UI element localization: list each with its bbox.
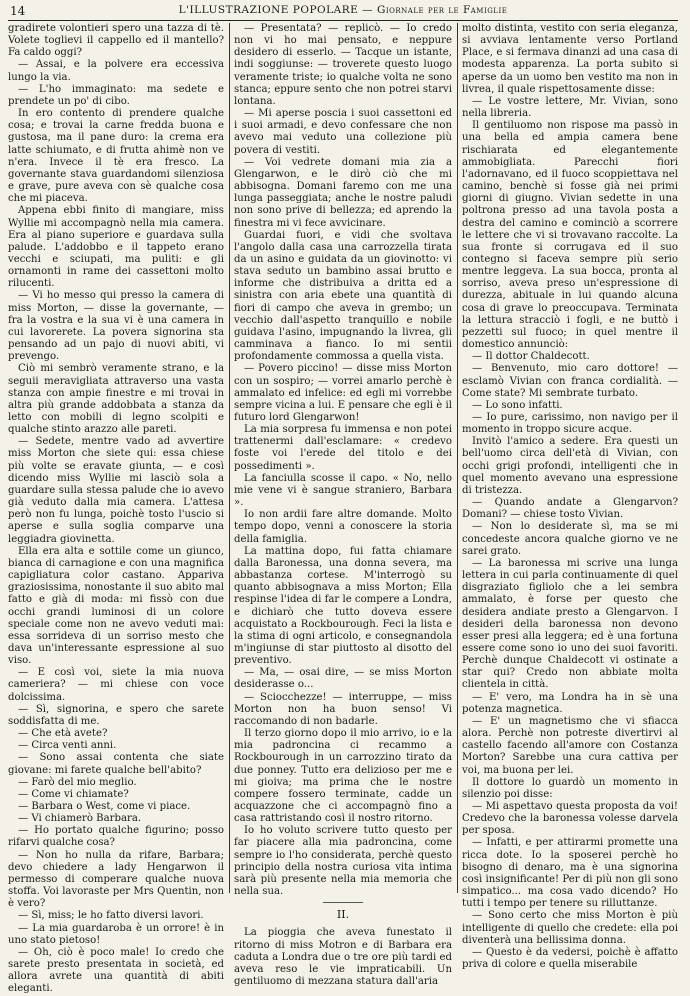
paragraph: — Farò del mio meglio. [18,776,137,788]
paragraph: — Non lo desiderate sì, ma se mi concedeste ancora qualche giorno ve ne sarei grato. [462,521,678,557]
paragraph: — Voi vedrete domani mia zia a Glengarwon, e le dirò ciò che mi abbisogna. Domani faremo con me una lunga passeggiata; anche le nostre paludi non sono prive di bellezza; ed aprendo la finestra mi vi fece avvicinare. [234,156,452,229]
paragraph: Il terzo giorno dopo il mio arrivo, io e la mia padroncina ci recammo a Rockbourough in un carrozzino tirato da due ponney. Tutto era delizioso per me e mi gioiva; ma prima che le nostre compere fossero terminate, cadde un acquazzone che ci accompagnò fino a casa rattristando così il nostro ritorno. [234,728,452,825]
paragraph: — Io pure, carissimo, non navigo per il momento in troppo sicure acque. [462,412,678,436]
column-3 [462,23,678,971]
paragraph: — E' un magnetismo che vi sfiacca alora. Perchè non potreste divertirvi al castello facendo all'amore con Costanza Morton? Sarebbe una cura cattiva per voi, ma buona per lei. [462,715,678,776]
paragraph: — L'ho immaginato: ma sedete e prendete un po' di cibo. [8,83,224,107]
paragraph: Ella era alta e sottile come un giunco, bianca di carnagione e con una magnifica capigliatura color castano. Appariva graziosissima, nonostante il suo abito mal fatto e già di moda: mi fissò con due occhi grandi luminosi di un colore speciale come non ne avevo veduti mai: essa sorrideva di un sorriso mesto che dava un'interessante espressione al suo viso. [8,545,224,667]
section-heading: II. [336,908,350,922]
paragraph: La fanciulla scosse il capo. « No, nello mie vene vi è sangue straniero, Barbara ». [234,472,452,509]
paragraph: — Questo è da vedersi, poichè è affatto priva di colore e quella miserabile [462,946,678,971]
paragraph: — E così voi, siete la mia nuova cameriera? — mi chiese con voce dolcissima. [8,667,224,703]
journal-subtitle: Giornale per le Famiglie [376,4,508,16]
paragraph: gradirete volontieri spero una tazza di tè. Volete toglievi il cappello ed il mantello? Fa caldo oggi? [8,23,224,59]
paragraph: In ero contento di prendere qualche cosa; e trovai la carne fredda buona e gustosa, ma il pane duro: la crema era latte schiumato, e di frutta ahimè non ve n'era. Invece il tè era fresco. La governante stava guardandomi silenziosa e grave, pure aveva con sè qualche cosa che mi piaceva. [8,108,224,205]
column-2 [234,23,452,988]
paragraph: Il gentiluomo non rispose ma passò in una bella ed ampia camera bene rischiarata ed elegantemente ammobigliata. Parecchi fiori l'adornavano, ed il fuoco scoppiettava nel camino, benchè si fosse già nei primi giorni di giugno. Vivian sedette in una poltrona presso ad una tavola posta a destra del camino e cominciò a scorrere le lettere che vi si trovavano raccolte. La sua fronte si corrugava ed il suo contegno si faceva sempre più serio mentre leggeva. La sua bocca, pronta al sorriso, aveva preso un'espressione di durezza, abituale in lui quando alcuna cosa di grave lo preoccupava. Terminata la lettura stracciò i fogli, e ne buttò i pezzetti sul fuoco; in quel mentre il domestico annunciò: [462,120,678,351]
paragraph: — Circa venti anni. [18,740,117,752]
paragraph: — Assai, e la polvere era eccessiva lungo la via. [8,59,224,83]
paragraph: Invitò l'amico a sedere. Era questi un bell'uomo circa dell'età di Vivian, con occhi grigi profondi, intelligenti che in quel momento avevano una espressione di tristezza. [462,436,678,496]
page-number: 14 [10,4,26,18]
paragraph: — Ho portato qualche figurino; posso rifarvi qualche cosa? [8,825,224,849]
paragraph: — Sono assai contenta che siate giovane: mi farete qualche bell'abito? [8,752,224,776]
paragraph: — Quando andate a Glengarvon? Domani? — chiese tosto Vivian. [462,497,678,521]
paragraph: — Come vi chiamate? [18,788,129,800]
section-divider [323,902,363,903]
paragraph: Io ho voluto scrivere tutto questo per far piacere alla mia padroncina, come sempre io l'ho considerata, perchè questo principio della nostra curiosa vita intima sarà più presente nella mia memoria che nella sua. [234,825,452,898]
paragraph: Io non ardii fare altre domande. Molto tempo dopo, venni a conoscere la storia della famiglia. [234,509,452,545]
paragraph: — Il dottor Chaldecott. [472,351,590,363]
paragraph: — Sedete, mentre vado ad avvertire miss Morton che siete qui: essa chiese più volte se eravate giunta, — e così dicendo miss Wyllie mi lasciò sola a guardare sulla stessa palude che io avevo già veduto dalla mia camera. L'attesa però non fu lunga, poichè tosto l'uscio si aperse e sulla soglia comparve una leggiadra giovinetta. [8,436,224,545]
paragraph: — Sciocchezze! — interruppe, — miss Morton non ha buon senso! Vi raccomando di non badarle. [234,691,452,727]
paragraph: — Benvenuto, mio caro dottore! — esclamò Vivian con franca cordialità. — Come state? Mi sembrate turbato. [462,363,678,399]
paragraph: La mia sorpresa fu immensa e non potei trattenermi dall'esclamare: « credevo foste voi l'erede del titolo e dei possedimenti ». [234,424,452,472]
paragraph: — Mi aperse poscia i suoi cassettoni ed i suoi armadi, e devo confessare che non avevo mai veduto una collezione più povera di vestiti. [234,108,452,156]
paragraph: — Presentata? — replicò. — Io credo non vi ho mai pensato, e neppure desidero di esserlo. — Tacque un istante, indi soggiunse: — troverete questo luogo veramente triste; io qualche volta ne sono stanca; eppure sento che non potrei starvi lontana. [234,23,452,107]
paragraph: Ciò mi sembrò veramente strano, e la seguii meravigliata attraverso una vasta stanza con ampie finestre e mi trovai in altra più grande addobbata a stanza da letto con mobili di legno scolpiti e qualche stinto arazzo alle pareti. [8,363,224,436]
paragraph: La mattina dopo, fui fatta chiamare dalla Baronessa, una donna severa, ma abbastanza cortese. M'interrogò su quanto abbisognava a miss Morton; Ella respinse l'idea di far le compere a Londra, e dichiarò che tutto doveva essere acquistato a Rockbourough. Feci la lista e la stima di ogni articolo, e consegnandola m'ingiunse di star piuttosto al disotto del preventivo. [234,545,452,667]
paragraph: — Ma, — osai dire, — se miss Morton desiderasse o... [234,667,452,691]
paragraph: molto distinta, vestito con seria eleganza, si avviava lentamente verso Portland Place, e si fermava dinanzi ad una casa di modesta apparenza. La porta subito si aperse da un uomo ben vestito ma non in livrea, il quale rispettosamente disse: [462,23,678,95]
running-header [8,2,678,21]
paragraph: — Povero piccino! — disse miss Morton con un sospiro; — vorrei amarlo perchè è ammalato ed infelice: ed egli mi vorrebbe sempre vicina a lui. E pensare che egli è il futuro lord Glengarwon! [234,363,452,423]
journal-title: L'ILLUSTRAZIONE POPOLARE [178,4,359,16]
paragraph: — E' vero, ma Londra ha in sè una potenza magnetica. [462,691,678,715]
paragraph: — La baronessa mi scrive una lunga lettera in cui parla continuamente di quel disgraziato figliolo che a lei sembra ammalato, è forse per questo che desidera andiate presto a Glengarvon. I desideri della baronessa non devono esser presi alla leggera; ed è una fortuna essere come sono io uno dei suoi favoriti. Perchè dunque Chaldecott vi ostinate a star qui? Credo non abbiate molta clientela in città. [462,557,678,691]
paragraph: — Lo sono infatti. [472,399,563,411]
paragraph: — Le vostre lettere, Mr. Vivian, sono nella libreria. [462,95,678,120]
running-head [8,4,678,16]
column-rule [457,23,458,893]
paragraph: — Che età avete? [18,728,108,740]
paragraph: — Barbara o West, come vi piace. [18,801,191,812]
paragraph: — Sì, miss; le ho fatto diversi lavori. [18,910,204,922]
paragraph: — Sì, signorina, e spero che sarete soddisfatta di me. [8,703,224,727]
paragraph: — Non ho nulla da rifare, Barbara; devo chiedere a lady Hengarwon il permesso di comperare qualche nuova stoffa. Voi lavoraste per Mrs Quentin, non è vero? [8,849,224,910]
paragraph: — Oh, ciò è poco male! Io credo che sarete presto presentata in società, ed allora avrete una quantità di abiti eleganti. [8,946,224,995]
paragraph: La pioggia che aveva funestato il ritorno di miss Motron e di Barbara era caduta a Londra due o tre ore più tardi ed aveva reso le vie impraticabili. Un gentiluomo di mezzana statura dall'aria [234,927,452,988]
paragraph: — Sono certo che miss Morton è più intelligente di quello che credete: ella poi diventerà una bellissima donna. [462,910,678,946]
title-separator: — [362,4,374,16]
paragraph: — Vi chiamerò Barbara. [18,813,142,825]
column-1 [8,23,224,995]
paragraph: — Infatti, e per attirarmi promette una ricca dote. Io la sposerei perchè ho bisogno di denaro, ma è una signorina così insignificante! Per di più non gli sono simpatico... ma cosa vado dicendo? Ho tutti i tempo per tenere su rilluttanze. [462,837,678,910]
paragraph: — Mi aspettavo questa proposta da voi! Credevo che la baronessa volesse darvela per sposa. [462,801,678,837]
column-rule [229,23,230,893]
paragraph: — Vi ho messo qui presso la camera di miss Morton, — disse la governante, — fra la vostra e la sua vi è una camera in cui lavorerete. La povera signorina sta pensando ad un pajo di nuovi abiti, vi prevengo. [8,290,224,363]
paragraph: — La mia guardaroba è un orrore! è in uno stato pietoso! [8,922,224,946]
paragraph: Guardai fuori, e vidi che svoltava l'angolo dalla casa una carrozzella tirata da un asino e guidata da un giovinotto: vi stava seduto un bambino assai brutto e informe che distribuiva a dritta ed a sinistra con aria ebete una quantità di fiori di campo che aveva in grembo; un vecchio dall'aspetto tranquillo e nobile guidava l'asino, impugnando la livrea, gli camminava a fianco. Io mi sentii profondamente commossa a quella vista. [234,229,452,363]
paragraph: Appena ebbi finito di mangiare, miss Wyllie mi accompagnò nella mia camera. Era al piano superiore e guardava sulla palude. L'addobbo e il tappeto erano vecchi e sciupati, ma puliti: e gli ornamonti in rame dei cassettoni molto rilucenti. [8,205,224,290]
paragraph: Il dottore lo guardò un momento in silenzio poi disse: [462,776,678,800]
text-columns [8,23,678,995]
